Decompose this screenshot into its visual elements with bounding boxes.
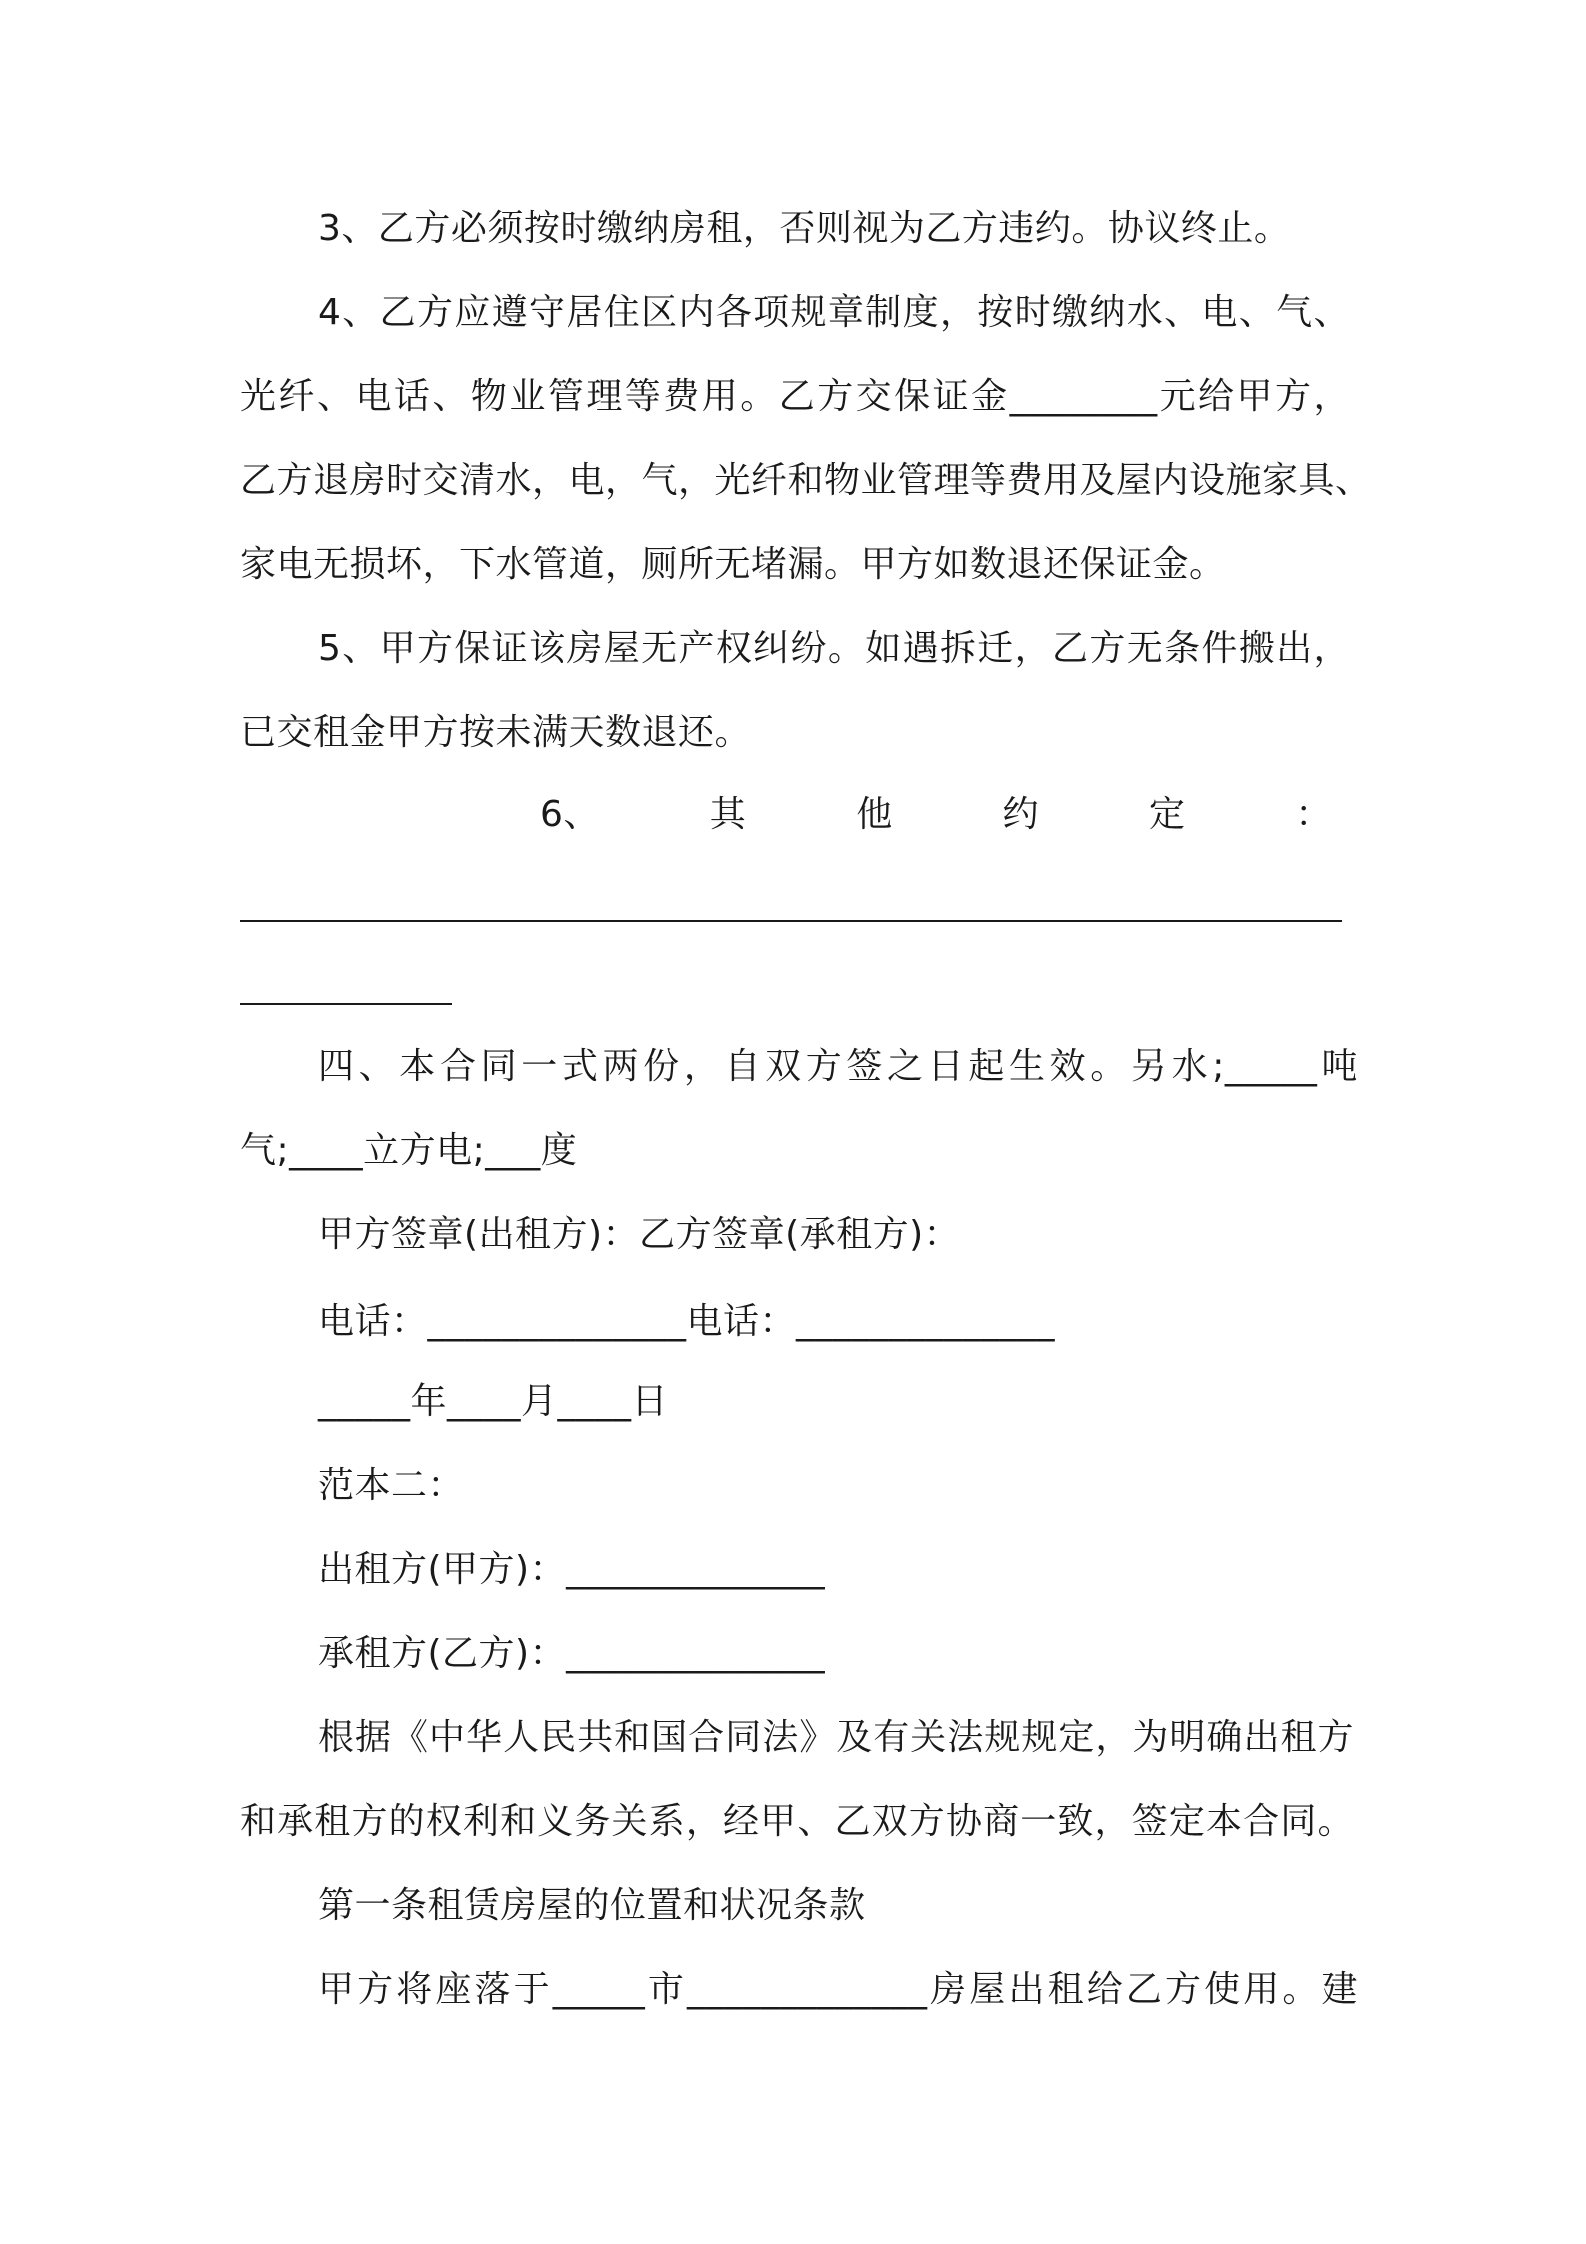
clause-6-heading	[540, 793, 1332, 837]
date-line: _____年____月____日	[318, 1381, 669, 1422]
clause-4-line-1: 4、乙方应遵守居住区内各项规章制度，按时缴纳水、电、气、	[318, 292, 1350, 333]
other-terms-blank-line-1	[240, 920, 1342, 922]
clause-4-line-4: 家电无损坏，下水管道，厕所无堵漏。甲方如数退还保证金。	[240, 544, 1226, 585]
clause-4-line-3: 乙方退房时交清水，电，气，光纤和物业管理等费用及屋内设施家具、	[240, 460, 1372, 501]
phone-line: 电话：______________电话：______________	[318, 1301, 1056, 1342]
section-4-line-1: 四、本合同一式两份，自双方签之日起生效。另水;_____吨	[318, 1046, 1358, 1087]
clause-6-char-1: 其	[709, 794, 747, 835]
signature-line: 甲方签章(出租方)：乙方签章(承租方)：	[318, 1214, 961, 1255]
article-1-heading: 第一条租赁房屋的位置和状况条款	[318, 1885, 866, 1926]
clause-4-line-2: 光纤、电话、物业管理等费用。乙方交保证金________元给甲方，	[240, 376, 1350, 417]
clause-6-char-3: 约	[1002, 794, 1040, 835]
preamble-line-1: 根据《中华人民共和国合同法》及有关法规规定，为明确出租方	[318, 1717, 1354, 1758]
clause-5-line-2: 已交租金甲方按未满天数退还。	[240, 712, 752, 753]
section-4-line-2: 气;____立方电;___度	[240, 1130, 578, 1171]
clause-6-char-5: ：	[1295, 794, 1332, 835]
clause-6-number: 6、	[540, 794, 600, 835]
clause-6-char-2: 他	[856, 794, 893, 835]
other-terms-blank-line-2	[240, 1003, 452, 1005]
clause-3: 3、乙方必须按时缴纳房租，否则视为乙方违约。协议终止。	[318, 208, 1291, 249]
article-1-line-1: 甲方将座落于_____市_____________房屋出租给乙方使用。建	[318, 1969, 1358, 2010]
clause-5-line-1: 5、甲方保证该房屋无产权纠纷。如遇拆迁，乙方无条件搬出，	[318, 628, 1350, 669]
preamble-line-2: 和承租方的权利和义务关系，经甲、乙双方协商一致，签定本合同。	[240, 1801, 1354, 1842]
template-two-heading: 范本二：	[318, 1465, 465, 1506]
clause-6-char-4: 定	[1149, 794, 1186, 835]
lessee-line: 承租方(乙方)：______________	[318, 1633, 826, 1674]
lessor-line: 出租方(甲方)：______________	[318, 1549, 826, 1590]
